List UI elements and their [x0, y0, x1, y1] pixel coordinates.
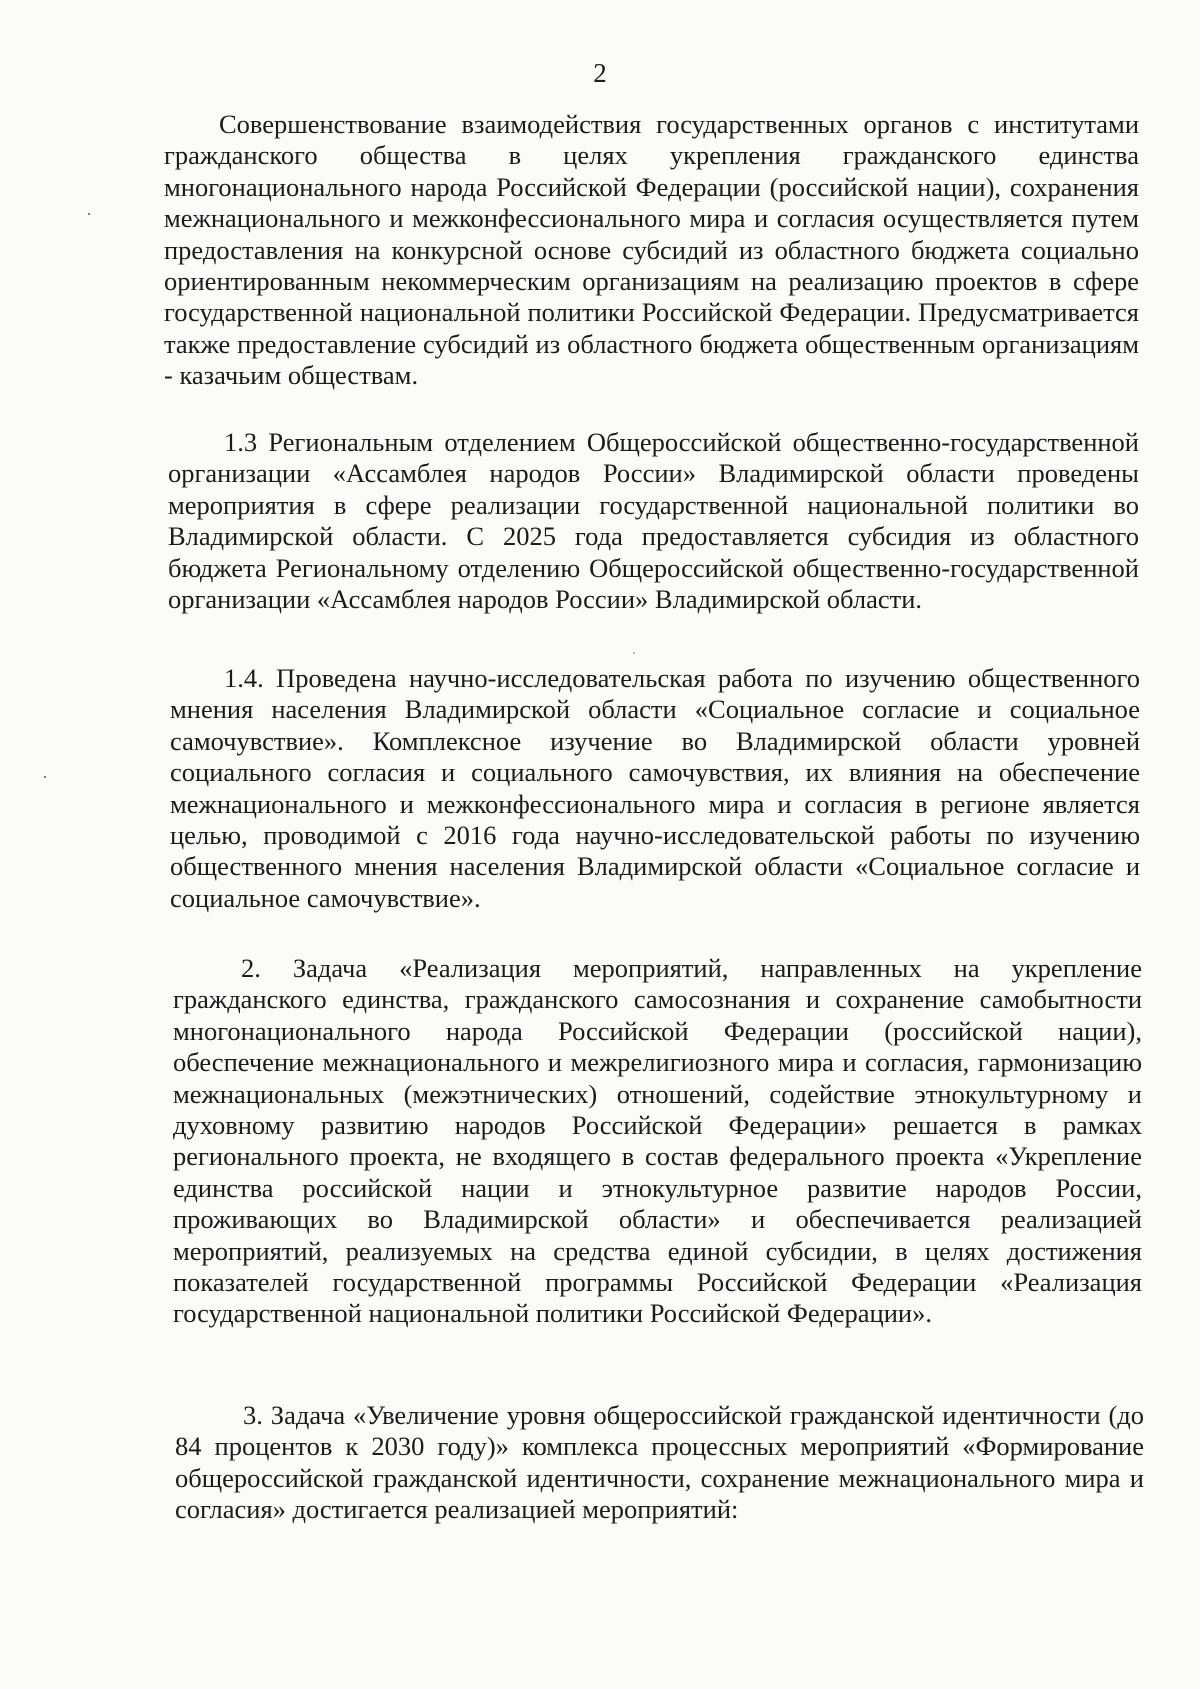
scan-speck [88, 213, 90, 215]
paragraph-1-3-assembly-of-peoples: 1.3 Региональным отделением Общероссийской общественно-государственной организации «Ассамблея народов России» Владимирской области проведены мероприятия в сфере реализации государственной национальной политики во Владимирской области. С 2025 года предоставляется субсидия из областного бюджета Региональному отделению Общероссийской общественно-государственной организации «Ассамблея народов России» Владимирской области. [168, 427, 1139, 615]
paragraph-civil-society-subsidies: Совершенствование взаимодействия государственных органов с институтами гражданского общества в целях укрепления гражданского единства многонационального народа Российской Федерации (российской нации), сохранения межнационального и межконфессионального мира и согласия осуществляется путем предоставления на конкурсной основе субсидий из областного бюджета социально ориентированным некоммерческим организациям на реализацию проектов в сфере государственной национальной политики Российской Федерации. Предусматривается также предоставление субсидий из областного бюджета общественным организациям - казачьим обществам. [164, 109, 1139, 391]
scan-speck [44, 776, 46, 778]
paragraph-3-task-civic-identity: 3. Задача «Увеличение уровня общероссийской гражданской идентичности (до 84 процентов к 2030 году)» комплекса процессных мероприятий «Формирование общероссийской гражданской идентичности, сохранение межнационального мира и согласия» достигается реализацией мероприятий: [175, 1400, 1144, 1525]
paragraph-1-4-research-work: 1.4. Проведена научно-исследовательская работа по изучению общественного мнения населения Владимирской области «Социальное согласие и социальное самочувствие». Комплексное изучение во Владимирской области уровней социального согласия и социального самочувствия, их влияния на обеспечение межнационального и межконфессионального мира и согласия в регионе является целью, проводимой с 2016 года научно-исследовательской работы по изучению общественного мнения населения Владимирской области «Социальное согласие и социальное самочувствие». [170, 663, 1140, 913]
scan-speck [633, 652, 635, 654]
page-number: 2 [593, 58, 607, 88]
paragraph-2-task-civic-unity: 2. Задача «Реализация мероприятий, направленных на укрепление гражданского единства, гражданского самосознания и сохранение самобытности многонационального народа Российской Федерации (российской нации), обеспечение межнационального и межрелигиозного мира и согласия, гармонизацию межнациональных (межэтнических) отношений, содействие этнокультурному и духовному развитию народов Российской Федерации» решается в рамках регионального проекта, не входящего в состав федерального проекта «Укрепление единства российской нации и этнокультурное развитие народов России, проживающих во Владимирской области» и обеспечивается реализацией мероприятий, реализуемых на средства единой субсидии, в целях достижения показателей государственной программы Российской Федерации «Реализация государственной национальной политики Российской Федерации». [173, 953, 1142, 1329]
